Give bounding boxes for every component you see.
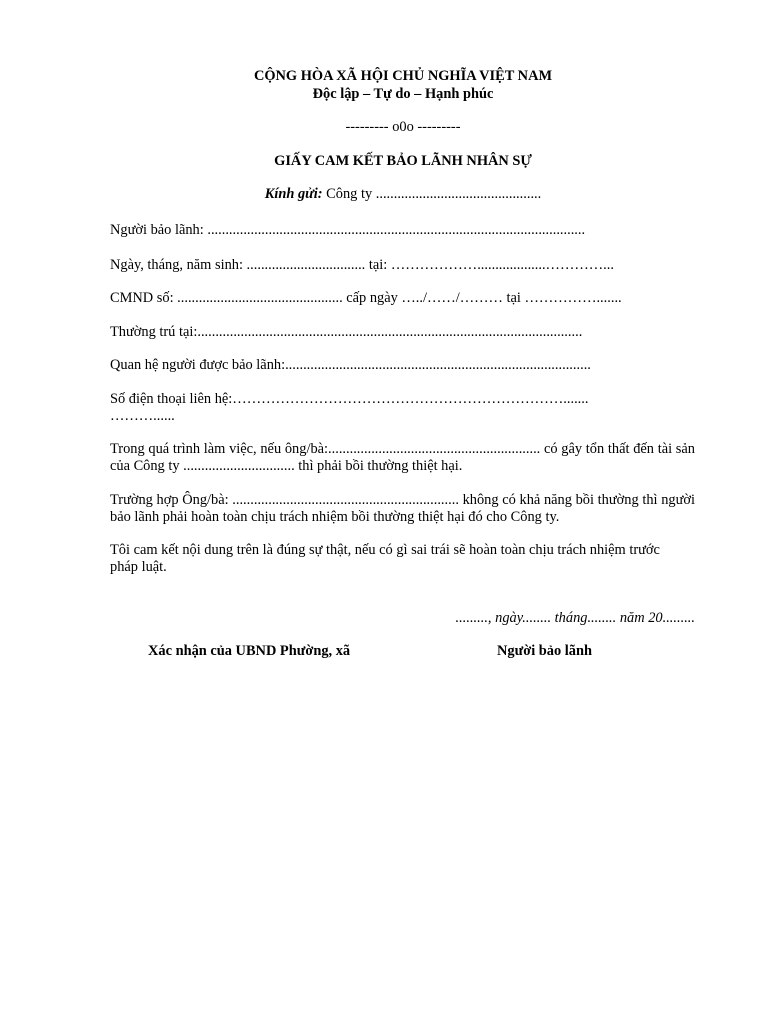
dob-field: Ngày, tháng, năm sinh: ................................. tại: ………………...................…………...: [110, 257, 614, 273]
paragraph-commitment: Tôi cam kết nội dung trên là đúng sự thật, nếu có gì sai trái sẽ hoàn toàn chịu trách nhiệm trước pháp luật.: [110, 542, 660, 575]
motto-header: Độc lập – Tự do – Hạnh phúc: [312, 86, 494, 102]
paragraph-liability: Trường hợp Ông/bà: ............................................................... không có khả năng bồi thường thì người bảo lãnh phải hoàn toàn chịu trách nhiệm bồi thường thiệt hại đó cho Công ty.: [110, 492, 695, 525]
document-title: GIẤY CAM KẾT BẢO LÃNH NHÂN SỰ: [274, 153, 532, 169]
recipient-line: [0, 186, 768, 203]
country-header: CỘNG HÒA XÃ HỘI CHỦ NGHĨA VIỆT NAM: [253, 68, 553, 84]
guarantor-field: Người bảo lãnh: .........................................................................................................: [110, 222, 586, 238]
phone-field: Số điện thoại liên hệ:……………………………………………………………....... ………......: [110, 391, 589, 424]
recipient-label: Kính gửi:: [264, 186, 323, 202]
recipient-value: Công ty ..............................................: [326, 186, 542, 202]
id-card-field: CMND số: .............................................. cấp ngày …../……/……… tại …………….......: [110, 290, 622, 306]
relationship-field: Quan hệ người được bảo lãnh:.....................................................................................: [110, 357, 591, 373]
signature-right-label: Người bảo lãnh: [497, 643, 592, 659]
residence-field: Thường trú tại:...........................................................................................................: [110, 324, 583, 340]
date-line: ........., ngày........ tháng........ năm 20.........: [455, 610, 695, 626]
signature-left-label: Xác nhận của UBND Phường, xã: [148, 643, 351, 659]
paragraph-damage: Trong quá trình làm việc, nếu ông/bà:........................................................... có gây tổn thất đến tài sản của Công ty ............................... thì phải bồi thường thiệt hại.: [110, 441, 695, 474]
header-divider: --------- o0o ---------: [345, 119, 461, 135]
